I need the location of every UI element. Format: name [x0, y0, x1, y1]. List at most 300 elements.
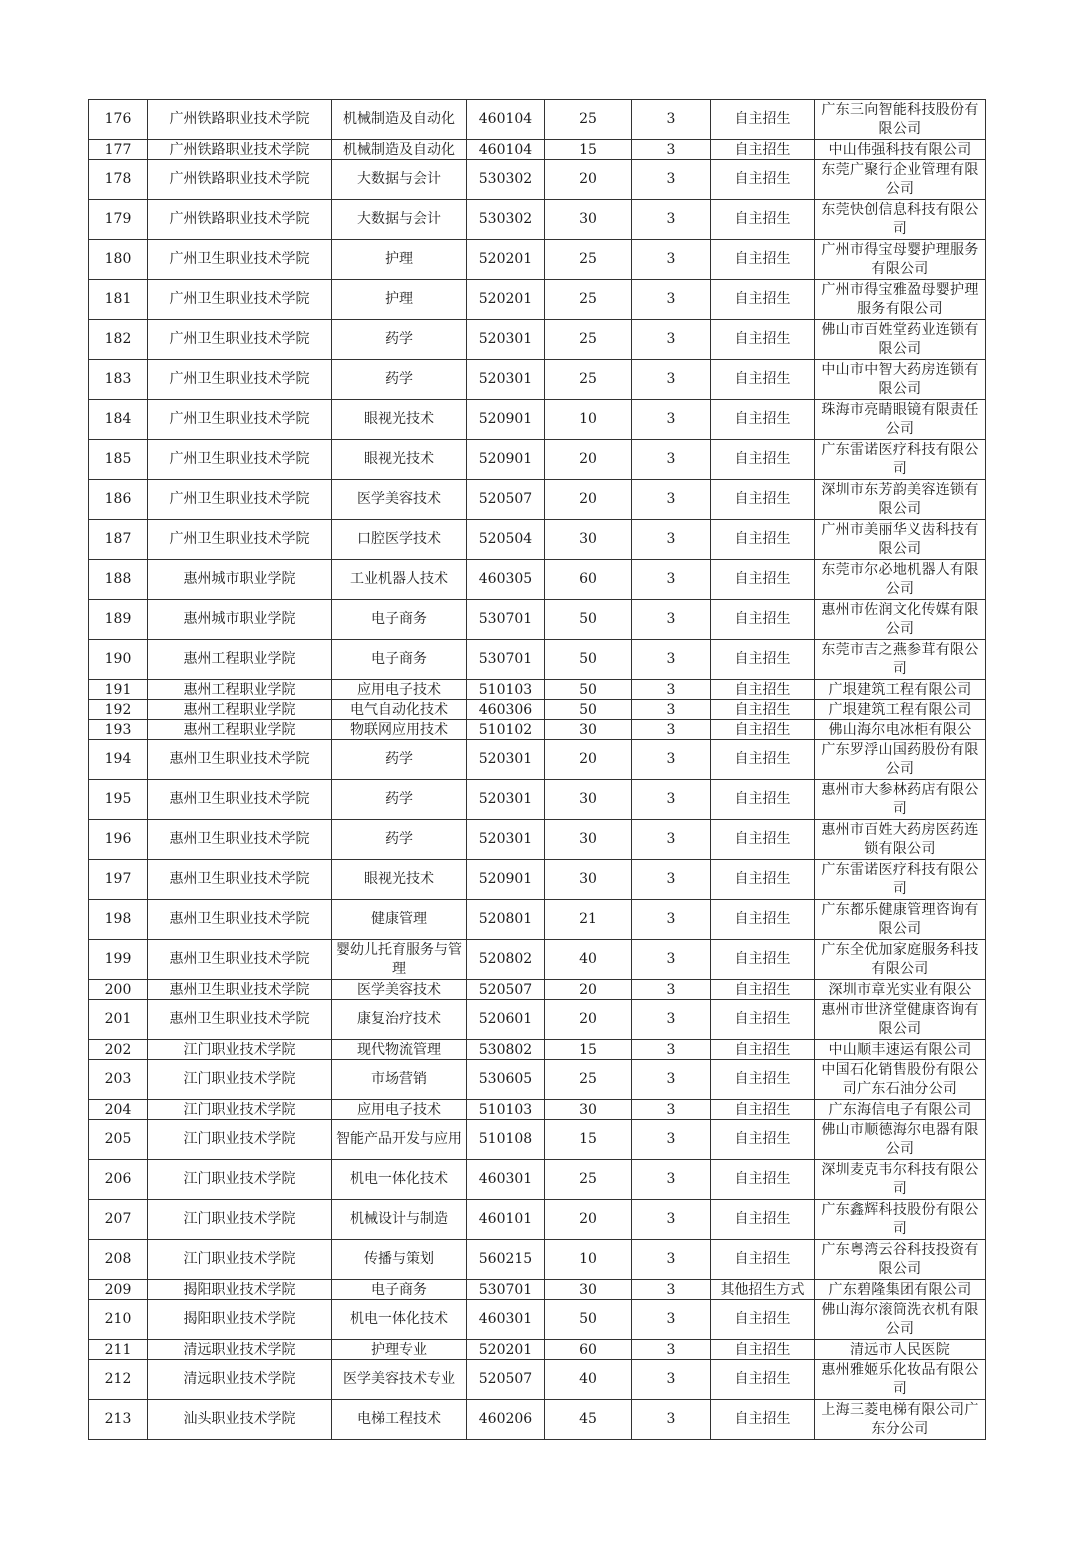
enrollment-method-cell: 自主招生: [711, 740, 815, 780]
enrollment-plan-cell: 50: [545, 1300, 632, 1340]
partner-company-cell: 广东罗浮山国药股份有限公司: [815, 740, 986, 780]
major-code-cell: 520301: [467, 360, 545, 400]
enrollment-plan-cell: 15: [545, 1040, 632, 1060]
school-name-cell: 汕头职业技术学院: [148, 1400, 332, 1440]
school-name-cell: 惠州卫生职业技术学院: [148, 980, 332, 1000]
major-name-cell: 电子商务: [332, 640, 467, 680]
row-number-cell: 183: [89, 360, 148, 400]
partner-company-cell: 广垠建筑工程有限公司: [815, 700, 986, 720]
enrollment-plan-cell: 25: [545, 280, 632, 320]
major-name-cell: 电子商务: [332, 600, 467, 640]
table-row: [89, 400, 986, 440]
table-row: [89, 600, 986, 640]
school-name-cell: 江门职业技术学院: [148, 1040, 332, 1060]
major-code-cell: 510108: [467, 1120, 545, 1160]
partner-company-cell: 深圳市章光实业有限公: [815, 980, 986, 1000]
major-name-cell: 电气自动化技术: [332, 700, 467, 720]
enrollment-plan-cell: 30: [545, 200, 632, 240]
school-name-cell: 江门职业技术学院: [148, 1200, 332, 1240]
major-name-cell: 大数据与会计: [332, 160, 467, 200]
major-code-cell: 560215: [467, 1240, 545, 1280]
table-row: [89, 160, 986, 200]
enrollment-plan-cell: 30: [545, 520, 632, 560]
table-row: [89, 1200, 986, 1240]
major-code-cell: 520301: [467, 820, 545, 860]
enrollment-plan-cell: 25: [545, 240, 632, 280]
major-code-cell: 530701: [467, 640, 545, 680]
row-number-cell: 184: [89, 400, 148, 440]
enrollment-plan-cell: 50: [545, 700, 632, 720]
duration-cell: 3: [632, 320, 711, 360]
row-number-cell: 207: [89, 1200, 148, 1240]
major-name-cell: 眼视光技术: [332, 400, 467, 440]
major-code-cell: 530802: [467, 1040, 545, 1060]
row-number-cell: 187: [89, 520, 148, 560]
enrollment-plan-cell: 50: [545, 640, 632, 680]
row-number-cell: 194: [89, 740, 148, 780]
major-code-cell: 520301: [467, 320, 545, 360]
enrollment-method-cell: 自主招生: [711, 780, 815, 820]
duration-cell: 3: [632, 360, 711, 400]
duration-cell: 3: [632, 1160, 711, 1200]
table-row: [89, 720, 986, 740]
table-row: [89, 700, 986, 720]
duration-cell: 3: [632, 680, 711, 700]
enrollment-method-cell: 自主招生: [711, 360, 815, 400]
row-number-cell: 176: [89, 100, 148, 140]
partner-company-cell: 惠州市大参林药店有限公司: [815, 780, 986, 820]
partner-company-cell: 惠州市百姓大药房医药连锁有限公司: [815, 820, 986, 860]
enrollment-method-cell: 自主招生: [711, 440, 815, 480]
enrollment-plan-cell: 15: [545, 1120, 632, 1160]
major-code-cell: 520601: [467, 1000, 545, 1040]
school-name-cell: 惠州工程职业学院: [148, 680, 332, 700]
enrollment-method-cell: 自主招生: [711, 160, 815, 200]
major-code-cell: 460101: [467, 1200, 545, 1240]
partner-company-cell: 广垠建筑工程有限公司: [815, 680, 986, 700]
enrollment-plan-cell: 25: [545, 320, 632, 360]
school-name-cell: 惠州城市职业学院: [148, 560, 332, 600]
duration-cell: 3: [632, 720, 711, 740]
partner-company-cell: 中山市中智大药房连锁有限公司: [815, 360, 986, 400]
enrollment-plan-cell: 45: [545, 1400, 632, 1440]
row-number-cell: 197: [89, 860, 148, 900]
row-number-cell: 182: [89, 320, 148, 360]
enrollment-plan-cell: 40: [545, 1360, 632, 1400]
row-number-cell: 211: [89, 1340, 148, 1360]
school-name-cell: 惠州卫生职业技术学院: [148, 740, 332, 780]
enrollment-method-cell: 自主招生: [711, 640, 815, 680]
enrollment-method-cell: 自主招生: [711, 1400, 815, 1440]
enrollment-method-cell: 自主招生: [711, 720, 815, 740]
major-code-cell: 520507: [467, 480, 545, 520]
partner-company-cell: 佛山海尔滚筒洗衣机有限公司: [815, 1300, 986, 1340]
enrollment-method-cell: 自主招生: [711, 100, 815, 140]
row-number-cell: 209: [89, 1280, 148, 1300]
duration-cell: 3: [632, 160, 711, 200]
major-name-cell: 电梯工程技术: [332, 1400, 467, 1440]
partner-company-cell: 清远市人民医院: [815, 1340, 986, 1360]
major-name-cell: 应用电子技术: [332, 680, 467, 700]
major-name-cell: 药学: [332, 320, 467, 360]
major-code-cell: 520507: [467, 980, 545, 1000]
enrollment-plan-cell: 20: [545, 980, 632, 1000]
duration-cell: 3: [632, 520, 711, 560]
major-code-cell: 520802: [467, 940, 545, 980]
duration-cell: 3: [632, 240, 711, 280]
partner-company-cell: 佛山市顺德海尔电器有限公司: [815, 1120, 986, 1160]
table-row: [89, 900, 986, 940]
enrollment-method-cell: 自主招生: [711, 560, 815, 600]
major-name-cell: 口腔医学技术: [332, 520, 467, 560]
major-code-cell: 460301: [467, 1160, 545, 1200]
duration-cell: 3: [632, 1060, 711, 1100]
duration-cell: 3: [632, 1240, 711, 1280]
enrollment-plan-cell: 25: [545, 1060, 632, 1100]
school-name-cell: 江门职业技术学院: [148, 1240, 332, 1280]
partner-company-cell: 广东鑫辉科技股份有限公司: [815, 1200, 986, 1240]
school-name-cell: 惠州卫生职业技术学院: [148, 940, 332, 980]
duration-cell: 3: [632, 640, 711, 680]
major-name-cell: 电子商务: [332, 1280, 467, 1300]
major-code-cell: 520901: [467, 860, 545, 900]
major-name-cell: 婴幼儿托育服务与管理: [332, 940, 467, 980]
duration-cell: 3: [632, 1360, 711, 1400]
partner-company-cell: 广东海信电子有限公司: [815, 1100, 986, 1120]
major-name-cell: 机电一体化技术: [332, 1160, 467, 1200]
enrollment-plan-cell: 40: [545, 940, 632, 980]
enrollment-method-cell: 自主招生: [711, 200, 815, 240]
duration-cell: 3: [632, 1400, 711, 1440]
major-code-cell: 460301: [467, 1300, 545, 1340]
major-name-cell: 药学: [332, 820, 467, 860]
major-code-cell: 520201: [467, 280, 545, 320]
duration-cell: 3: [632, 480, 711, 520]
major-code-cell: 460104: [467, 140, 545, 160]
major-code-cell: 520301: [467, 740, 545, 780]
enrollment-method-cell: 自主招生: [711, 1340, 815, 1360]
table-row: [89, 780, 986, 820]
school-name-cell: 揭阳职业技术学院: [148, 1280, 332, 1300]
partner-company-cell: 广州市得宝母婴护理服务有限公司: [815, 240, 986, 280]
enrollment-method-cell: 自主招生: [711, 1040, 815, 1060]
major-name-cell: 智能产品开发与应用: [332, 1120, 467, 1160]
major-name-cell: 眼视光技术: [332, 860, 467, 900]
major-name-cell: 市场营销: [332, 1060, 467, 1100]
enrollment-plan-cell: 30: [545, 1280, 632, 1300]
school-name-cell: 惠州工程职业学院: [148, 700, 332, 720]
table-row: [89, 140, 986, 160]
enrollment-method-cell: 自主招生: [711, 1120, 815, 1160]
duration-cell: 3: [632, 820, 711, 860]
table-row: [89, 240, 986, 280]
school-name-cell: 广州卫生职业技术学院: [148, 480, 332, 520]
school-name-cell: 惠州卫生职业技术学院: [148, 900, 332, 940]
major-name-cell: 护理: [332, 240, 467, 280]
enrollment-method-cell: 自主招生: [711, 820, 815, 860]
table-row: [89, 1360, 986, 1400]
major-name-cell: 护理专业: [332, 1340, 467, 1360]
table-row: [89, 980, 986, 1000]
partner-company-cell: 东莞广聚行企业管理有限公司: [815, 160, 986, 200]
table-row: [89, 320, 986, 360]
major-code-cell: 520801: [467, 900, 545, 940]
row-number-cell: 180: [89, 240, 148, 280]
duration-cell: 3: [632, 440, 711, 480]
major-name-cell: 护理: [332, 280, 467, 320]
table-row: [89, 1400, 986, 1440]
major-code-cell: 520504: [467, 520, 545, 560]
table-row: [89, 740, 986, 780]
partner-company-cell: 广州市美丽华义齿科技有限公司: [815, 520, 986, 560]
enrollment-plan-cell: 25: [545, 1160, 632, 1200]
major-code-cell: 510103: [467, 680, 545, 700]
row-number-cell: 185: [89, 440, 148, 480]
enrollment-plan-cell: 20: [545, 1200, 632, 1240]
row-number-cell: 205: [89, 1120, 148, 1160]
major-code-cell: 510102: [467, 720, 545, 740]
partner-company-cell: 广东雷诺医疗科技有限公司: [815, 440, 986, 480]
row-number-cell: 191: [89, 680, 148, 700]
school-name-cell: 清远职业技术学院: [148, 1360, 332, 1400]
table-row: [89, 1280, 986, 1300]
enrollment-method-cell: 自主招生: [711, 1360, 815, 1400]
partner-company-cell: 珠海市亮睛眼镜有限责任公司: [815, 400, 986, 440]
enrollment-plan-cell: 15: [545, 140, 632, 160]
major-code-cell: 530701: [467, 600, 545, 640]
school-name-cell: 惠州工程职业学院: [148, 640, 332, 680]
major-name-cell: 大数据与会计: [332, 200, 467, 240]
table-row: [89, 1000, 986, 1040]
major-name-cell: 医学美容技术: [332, 980, 467, 1000]
enrollment-method-cell: 自主招生: [711, 1300, 815, 1340]
table-row: [89, 860, 986, 900]
enrollment-plan-cell: 10: [545, 1240, 632, 1280]
major-code-cell: 520901: [467, 440, 545, 480]
partner-company-cell: 东莞快创信息科技有限公司: [815, 200, 986, 240]
table-row: [89, 1040, 986, 1060]
enrollment-method-cell: 自主招生: [711, 1240, 815, 1280]
table-row: [89, 1240, 986, 1280]
school-name-cell: 广州铁路职业技术学院: [148, 140, 332, 160]
duration-cell: 3: [632, 1300, 711, 1340]
school-name-cell: 广州卫生职业技术学院: [148, 280, 332, 320]
partner-company-cell: 惠州雅姬乐化妆品有限公司: [815, 1360, 986, 1400]
major-code-cell: 460206: [467, 1400, 545, 1440]
school-name-cell: 江门职业技术学院: [148, 1160, 332, 1200]
school-name-cell: 惠州城市职业学院: [148, 600, 332, 640]
major-code-cell: 520201: [467, 240, 545, 280]
major-name-cell: 机电一体化技术: [332, 1300, 467, 1340]
table-row: [89, 940, 986, 980]
row-number-cell: 206: [89, 1160, 148, 1200]
table-row: [89, 1100, 986, 1120]
major-name-cell: 医学美容技术: [332, 480, 467, 520]
school-name-cell: 广州卫生职业技术学院: [148, 440, 332, 480]
school-name-cell: 广州铁路职业技术学院: [148, 160, 332, 200]
major-name-cell: 应用电子技术: [332, 1100, 467, 1120]
table-row: [89, 820, 986, 860]
partner-company-cell: 惠州市世济堂健康咨询有限公司: [815, 1000, 986, 1040]
school-name-cell: 惠州工程职业学院: [148, 720, 332, 740]
school-name-cell: 广州卫生职业技术学院: [148, 360, 332, 400]
enrollment-plan-cell: 50: [545, 680, 632, 700]
row-number-cell: 190: [89, 640, 148, 680]
major-name-cell: 药学: [332, 740, 467, 780]
duration-cell: 3: [632, 280, 711, 320]
enrollment-method-cell: 自主招生: [711, 1060, 815, 1100]
major-code-cell: 520901: [467, 400, 545, 440]
table-row: [89, 100, 986, 140]
table-row: [89, 520, 986, 560]
enrollment-plan-cell: 60: [545, 1340, 632, 1360]
duration-cell: 3: [632, 700, 711, 720]
row-number-cell: 208: [89, 1240, 148, 1280]
duration-cell: 3: [632, 200, 711, 240]
major-name-cell: 传播与策划: [332, 1240, 467, 1280]
major-name-cell: 医学美容技术专业: [332, 1360, 467, 1400]
duration-cell: 3: [632, 1340, 711, 1360]
major-code-cell: 530302: [467, 160, 545, 200]
major-code-cell: 530701: [467, 1280, 545, 1300]
school-name-cell: 广州卫生职业技术学院: [148, 240, 332, 280]
enrollment-method-cell: 自主招生: [711, 280, 815, 320]
table-body: [89, 100, 986, 1440]
school-name-cell: 江门职业技术学院: [148, 1120, 332, 1160]
enrollment-method-cell: 自主招生: [711, 1200, 815, 1240]
row-number-cell: 199: [89, 940, 148, 980]
enrollment-method-cell: 自主招生: [711, 320, 815, 360]
enrollment-method-cell: 其他招生方式: [711, 1280, 815, 1300]
table-row: [89, 1300, 986, 1340]
partner-company-cell: 东莞市尔必地机器人有限公司: [815, 560, 986, 600]
enrollment-method-cell: 自主招生: [711, 940, 815, 980]
table-row: [89, 680, 986, 700]
enrollment-method-cell: 自主招生: [711, 600, 815, 640]
partner-company-cell: 中山顺丰速运有限公司: [815, 1040, 986, 1060]
duration-cell: 3: [632, 740, 711, 780]
school-name-cell: 惠州卫生职业技术学院: [148, 820, 332, 860]
duration-cell: 3: [632, 560, 711, 600]
row-number-cell: 204: [89, 1100, 148, 1120]
enrollment-plan-cell: 20: [545, 1000, 632, 1040]
school-name-cell: 广州卫生职业技术学院: [148, 320, 332, 360]
row-number-cell: 201: [89, 1000, 148, 1040]
row-number-cell: 193: [89, 720, 148, 740]
duration-cell: 3: [632, 900, 711, 940]
major-name-cell: 机械制造及自动化: [332, 140, 467, 160]
row-number-cell: 186: [89, 480, 148, 520]
school-name-cell: 惠州卫生职业技术学院: [148, 1000, 332, 1040]
partner-company-cell: 广东都乐健康管理咨询有限公司: [815, 900, 986, 940]
enrollment-plan-cell: 20: [545, 160, 632, 200]
major-name-cell: 药学: [332, 360, 467, 400]
enrollment-plan-cell: 10: [545, 400, 632, 440]
major-name-cell: 机械设计与制造: [332, 1200, 467, 1240]
duration-cell: 3: [632, 980, 711, 1000]
enrollment-plan-cell: 25: [545, 100, 632, 140]
school-name-cell: 广州卫生职业技术学院: [148, 400, 332, 440]
enrollment-method-cell: 自主招生: [711, 1160, 815, 1200]
enrollment-plan-cell: 20: [545, 740, 632, 780]
partner-company-cell: 佛山市百姓堂药业连锁有限公司: [815, 320, 986, 360]
school-name-cell: 清远职业技术学院: [148, 1340, 332, 1360]
major-code-cell: 520507: [467, 1360, 545, 1400]
enrollment-method-cell: 自主招生: [711, 480, 815, 520]
row-number-cell: 198: [89, 900, 148, 940]
row-number-cell: 203: [89, 1060, 148, 1100]
enrollment-plan-cell: 30: [545, 860, 632, 900]
table-row: [89, 1120, 986, 1160]
duration-cell: 3: [632, 100, 711, 140]
major-code-cell: 520201: [467, 1340, 545, 1360]
enrollment-plan-cell: 20: [545, 480, 632, 520]
major-name-cell: 现代物流管理: [332, 1040, 467, 1060]
partner-company-cell: 上海三菱电梯有限公司广东分公司: [815, 1400, 986, 1440]
duration-cell: 3: [632, 860, 711, 900]
duration-cell: 3: [632, 1040, 711, 1060]
major-code-cell: 460306: [467, 700, 545, 720]
table-row: [89, 560, 986, 600]
enrollment-plan-cell: 30: [545, 1100, 632, 1120]
duration-cell: 3: [632, 1280, 711, 1300]
partner-company-cell: 东莞市吉之燕参茸有限公司: [815, 640, 986, 680]
major-code-cell: 460305: [467, 560, 545, 600]
partner-company-cell: 广东粤湾云谷科技投资有限公司: [815, 1240, 986, 1280]
duration-cell: 3: [632, 140, 711, 160]
enrollment-plan-cell: 50: [545, 600, 632, 640]
enrollment-method-cell: 自主招生: [711, 700, 815, 720]
table-row: [89, 200, 986, 240]
enrollment-method-cell: 自主招生: [711, 520, 815, 560]
enrollment-plan-cell: 60: [545, 560, 632, 600]
duration-cell: 3: [632, 1000, 711, 1040]
major-name-cell: 康复治疗技术: [332, 1000, 467, 1040]
enrollment-plan-cell: 25: [545, 360, 632, 400]
major-code-cell: 530302: [467, 200, 545, 240]
row-number-cell: 178: [89, 160, 148, 200]
duration-cell: 3: [632, 400, 711, 440]
enrollment-plan-cell: 30: [545, 720, 632, 740]
major-name-cell: 工业机器人技术: [332, 560, 467, 600]
enrollment-method-cell: 自主招生: [711, 240, 815, 280]
school-name-cell: 江门职业技术学院: [148, 1100, 332, 1120]
major-name-cell: 眼视光技术: [332, 440, 467, 480]
school-name-cell: 揭阳职业技术学院: [148, 1300, 332, 1340]
enrollment-plan-cell: 30: [545, 780, 632, 820]
row-number-cell: 181: [89, 280, 148, 320]
table-row: [89, 280, 986, 320]
enrollment-method-cell: 自主招生: [711, 900, 815, 940]
row-number-cell: 202: [89, 1040, 148, 1060]
major-name-cell: 物联网应用技术: [332, 720, 467, 740]
duration-cell: 3: [632, 780, 711, 820]
row-number-cell: 210: [89, 1300, 148, 1340]
partner-company-cell: 中山伟强科技有限公司: [815, 140, 986, 160]
enrollment-plan-cell: 21: [545, 900, 632, 940]
enrollment-method-cell: 自主招生: [711, 1100, 815, 1120]
enrollment-plan-cell: 30: [545, 820, 632, 860]
school-name-cell: 广州铁路职业技术学院: [148, 200, 332, 240]
partner-company-cell: 广州市得宝雅盈母婴护理服务有限公司: [815, 280, 986, 320]
table-row: [89, 440, 986, 480]
duration-cell: 3: [632, 1200, 711, 1240]
table-row: [89, 480, 986, 520]
major-code-cell: 520301: [467, 780, 545, 820]
partner-company-cell: 佛山海尔电冰柜有限公: [815, 720, 986, 740]
partner-company-cell: 广东全优加家庭服务科技有限公司: [815, 940, 986, 980]
school-name-cell: 惠州卫生职业技术学院: [148, 780, 332, 820]
